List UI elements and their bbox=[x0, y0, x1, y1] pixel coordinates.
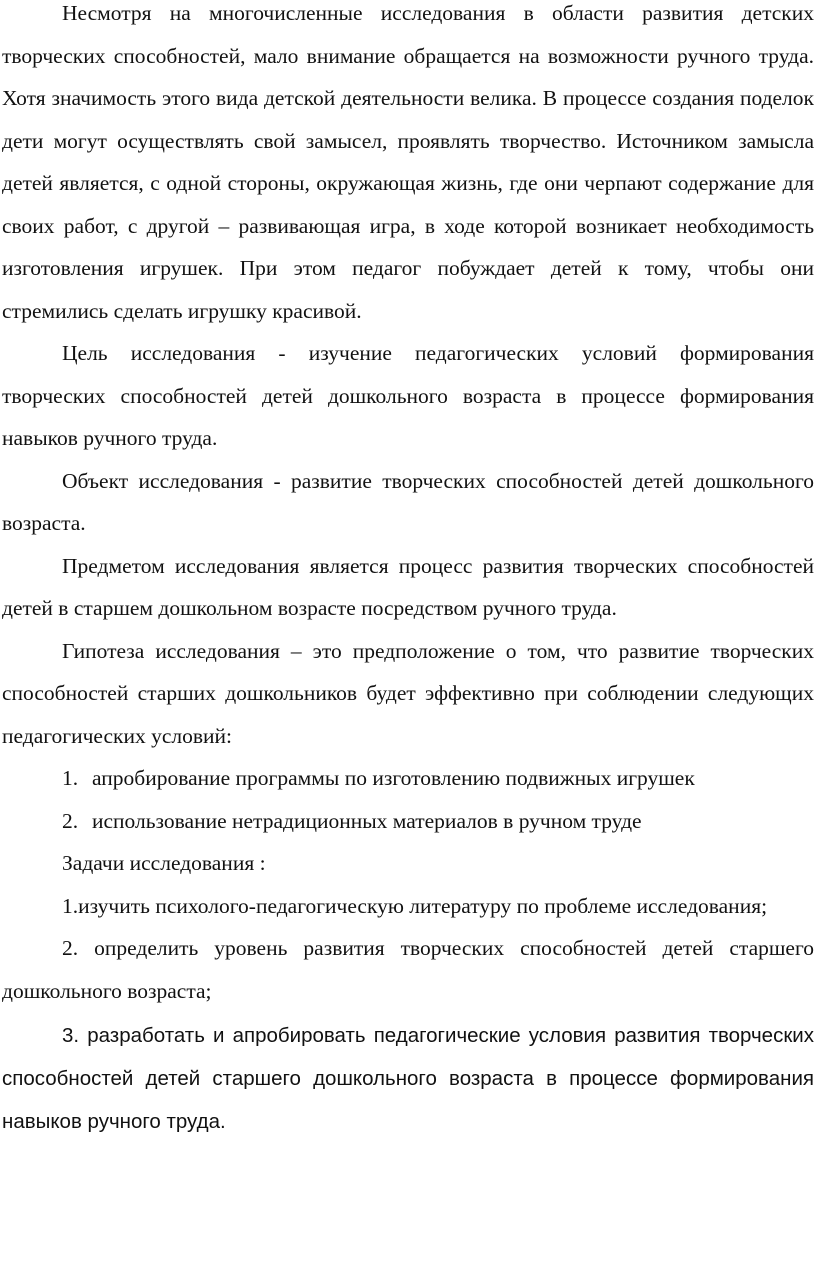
subject-paragraph: Предметом исследования является процесс развития творческих способностей детей в старшем дошкольном возрасте посредством ручного труда. bbox=[2, 553, 814, 620]
hypothesis-paragraph: Гипотеза исследования – это предположение о том, что развитие творческих способностей старших дошкольников будет эффективно при соблюдении следующих педагогических условий: bbox=[2, 638, 814, 748]
task-item: 3. разработать и апробировать педагогические условия развития творческих способностей детей старшего дошкольного возраста в процессе формирования навыков ручного труда. bbox=[2, 1024, 814, 1133]
task-item: 2. определить уровень развития творческих способностей детей старшего дошкольного возраста; bbox=[2, 936, 814, 1003]
condition-number: 1. bbox=[62, 766, 79, 790]
condition-item bbox=[2, 757, 814, 800]
condition-number: 2. bbox=[62, 808, 79, 833]
condition-item bbox=[2, 800, 814, 843]
task-item: 1.изучить психолого-педагогическую литературу по проблеме исследования; bbox=[62, 893, 768, 918]
goal-paragraph: Цель исследования - изучение педагогических условий формирования творческих способностей детей дошкольного возраста в процессе формирования навыков ручного труда. bbox=[2, 341, 814, 450]
condition-text: апробирование программы по изготовлению подвижных игрушек bbox=[92, 766, 695, 790]
tasks-heading: Задачи исследования : bbox=[62, 851, 266, 875]
object-paragraph: Объект исследования - развитие творческих способностей детей дошкольного возраста. bbox=[2, 468, 814, 535]
condition-text: использование нетрадиционных материалов в ручном труде bbox=[92, 808, 642, 833]
intro-paragraph: Несмотря на многочисленные исследования в области развития детских творческих способностей, мало внимание обращается на возможности ручного труда. Хотя значимость этого вида детской деятельности велика. В процессе создания поделок дети могут осуществлять свой замысел, проявлять творчество. Источником замысла детей является, с одной стороны, окружающая жизнь, где они черпают содержание для своих работ, с другой – развивающая игра, в ходе которой возникает необходимость изготовления игрушек. При этом педагог побуждает детей к тому, чтобы они стремились сделать игрушку красивой. bbox=[2, 1, 814, 323]
